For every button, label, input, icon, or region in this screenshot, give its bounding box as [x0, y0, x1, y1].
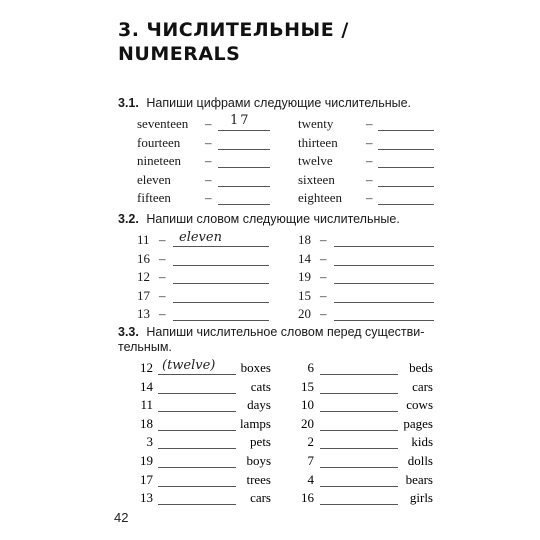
answer-blank[interactable]: [158, 380, 236, 394]
answer-blank[interactable]: [173, 252, 269, 266]
answer-blank[interactable]: [334, 252, 434, 266]
answer-blank[interactable]: [378, 154, 434, 168]
dash: –: [159, 269, 166, 284]
numeral-word: fifteen: [137, 190, 171, 205]
dash: –: [205, 190, 212, 205]
dash: –: [159, 250, 166, 266]
title-line-1: 3. ЧИСЛИТЕЛЬНЫЕ /: [118, 19, 349, 41]
noun: kids: [411, 434, 433, 450]
exercise-3-1-heading: [118, 96, 411, 110]
numeral: 2: [307, 434, 314, 450]
answer-blank[interactable]: [320, 435, 398, 449]
answer-blank[interactable]: [320, 361, 398, 375]
numeral: 13: [140, 490, 153, 506]
answer-blank[interactable]: [158, 454, 236, 468]
numeral-word: fourteen: [137, 134, 181, 150]
exercise-number: 3.2.: [118, 212, 139, 226]
exercise-instruction: Напиши числительное словом перед существи-: [146, 325, 425, 339]
numeral: 20: [301, 415, 314, 431]
exercise-3-3-heading: [118, 325, 424, 339]
dash: –: [366, 171, 373, 187]
noun: lamps: [239, 415, 271, 431]
answer-blank[interactable]: [334, 289, 434, 303]
numeral: 17: [137, 287, 150, 303]
dash: –: [366, 190, 373, 205]
answer-blank[interactable]: [218, 154, 270, 168]
answer-blank[interactable]: [320, 417, 398, 431]
exercise-instruction: Напиши словом следующие числительные.: [146, 212, 400, 226]
answer-blank[interactable]: [173, 270, 269, 284]
answer-blank[interactable]: [378, 191, 434, 205]
dash: –: [205, 134, 212, 150]
answer-blank[interactable]: [320, 454, 398, 468]
numeral-word: thirteen: [298, 134, 338, 150]
page-number: 42: [114, 510, 129, 525]
answer-blank[interactable]: [173, 307, 269, 321]
dash: –: [320, 250, 327, 266]
answer-blank[interactable]: [218, 173, 270, 187]
noun: boxes: [240, 360, 271, 375]
numeral-word: nineteen: [137, 153, 182, 168]
dash: –: [320, 232, 327, 247]
answer-blank[interactable]: [158, 398, 236, 412]
answer-blank[interactable]: [378, 173, 434, 187]
dash: –: [205, 171, 212, 187]
answer-blank[interactable]: [334, 233, 434, 247]
numeral: 16: [301, 490, 314, 506]
numeral: 14: [140, 378, 153, 394]
numeral-word: twelve: [298, 153, 333, 168]
numeral: 11: [140, 397, 153, 413]
answer-blank[interactable]: [334, 307, 434, 321]
answer-blank[interactable]: [378, 117, 434, 131]
numeral: 3: [146, 434, 153, 450]
answer-blank[interactable]: [320, 398, 398, 412]
numeral: 12: [137, 269, 150, 284]
answer-blank[interactable]: [158, 473, 236, 487]
dash: –: [320, 306, 327, 321]
noun: cats: [250, 378, 271, 394]
noun: cars: [250, 490, 271, 506]
dash: –: [320, 269, 327, 284]
numeral: 4: [307, 471, 314, 487]
title-line-2: NUMERALS: [118, 43, 241, 65]
answer-blank[interactable]: [158, 491, 236, 505]
section-title: [118, 18, 349, 66]
answer-blank[interactable]: [218, 136, 270, 150]
handwritten-answer: eleven: [179, 230, 222, 245]
numeral: 19: [298, 269, 311, 284]
noun: cows: [406, 397, 433, 413]
noun: cars: [412, 378, 433, 394]
numeral-word: seventeen: [137, 116, 189, 131]
answer-blank[interactable]: [320, 491, 398, 505]
noun: trees: [246, 471, 271, 487]
dash: –: [159, 232, 166, 247]
exercise-3-3-heading-cont: [118, 340, 172, 354]
numeral: 15: [301, 378, 314, 394]
answer-blank[interactable]: [320, 380, 398, 394]
noun: boys: [246, 453, 271, 468]
answer-blank[interactable]: [218, 191, 270, 205]
numeral-word: eleven: [137, 171, 171, 187]
numeral: 10: [301, 397, 314, 413]
dash: –: [159, 306, 166, 321]
numeral: 12: [140, 360, 153, 375]
exercise-3-2-heading: [118, 212, 400, 226]
numeral: 6: [307, 360, 314, 375]
noun: days: [247, 397, 271, 413]
answer-blank[interactable]: [158, 417, 236, 431]
answer-blank[interactable]: [173, 289, 269, 303]
dash: –: [366, 153, 373, 168]
numeral-word: sixteen: [298, 171, 335, 187]
noun: pages: [403, 415, 433, 431]
numeral: 13: [137, 306, 150, 321]
answer-blank[interactable]: [158, 435, 236, 449]
numeral-word: twenty: [298, 116, 334, 131]
dash: –: [366, 134, 373, 150]
numeral: 20: [298, 306, 311, 321]
exercise-number: 3.3.: [118, 325, 139, 339]
noun: dolls: [407, 453, 433, 468]
numeral: 11: [137, 232, 150, 247]
dash: –: [366, 116, 373, 131]
noun: pets: [250, 434, 271, 450]
exercise-instruction: Напиши цифрами следующие числительные.: [146, 96, 412, 110]
handwritten-answer: (twelve): [162, 358, 216, 373]
handwritten-answer: 17: [230, 113, 251, 128]
noun: girls: [409, 490, 433, 506]
dash: –: [205, 153, 212, 168]
dash: –: [159, 287, 166, 303]
numeral: 17: [140, 471, 153, 487]
answer-blank[interactable]: [334, 270, 434, 284]
numeral: 16: [137, 250, 150, 266]
noun: bears: [405, 471, 433, 487]
numeral: 19: [140, 453, 153, 468]
noun: beds: [409, 360, 433, 375]
numeral: 14: [298, 250, 311, 266]
dash: –: [320, 287, 327, 303]
exercise-instruction-cont: тельным.: [118, 340, 172, 354]
exercise-number: 3.1.: [118, 96, 139, 110]
numeral: 15: [298, 287, 311, 303]
numeral: 18: [140, 415, 153, 431]
dash: –: [205, 116, 212, 131]
numeral: 7: [307, 453, 314, 468]
numeral: 18: [298, 232, 311, 247]
answer-blank[interactable]: [320, 473, 398, 487]
numeral-word: eighteen: [298, 190, 343, 205]
answer-blank[interactable]: [378, 136, 434, 150]
